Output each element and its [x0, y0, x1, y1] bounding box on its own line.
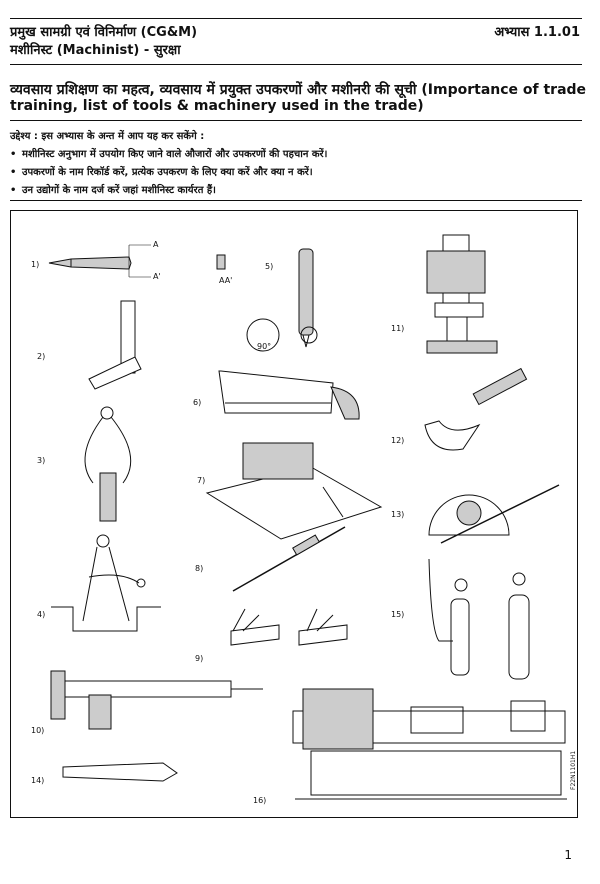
figure-label: 16) [253, 796, 267, 805]
figure-label: 3) [37, 456, 46, 465]
objectives-rule [10, 200, 582, 201]
objective-item: • उपकरणों के नाम रिकॉर्ड करें, प्रत्येक उपकरण के लिए क्या करें और क्या न करें। [10, 167, 313, 178]
tools-figure [10, 210, 578, 818]
divider-icon [51, 535, 161, 631]
figure-label: 13) [391, 510, 405, 519]
page-title-line1: व्यवसाय प्रशिक्षण का महत्व, व्यवसाय में प्रयुक्त उपकरणों और मशीनरी की सूची (Importance of trade [10, 82, 587, 98]
figure-label: 8) [195, 564, 204, 573]
tools-illustration [11, 211, 579, 819]
figure-label: 15) [391, 610, 405, 619]
figure-label: 6) [193, 398, 202, 407]
figure-code: F22N1101H1 [570, 750, 577, 790]
figure-label: 10) [31, 726, 45, 735]
figure-label: 12) [391, 436, 405, 445]
annotation-a-prime: A' [153, 272, 161, 281]
annotation-angle: 90° [257, 342, 272, 351]
file-tool-icon [49, 245, 225, 277]
feeler-gauge-icon [231, 609, 347, 645]
figure-label: 14) [31, 776, 45, 785]
page-title-line2: training, list of tools & machinery used in the trade) [10, 98, 424, 114]
dimension-annotation-a [129, 245, 151, 277]
objective-item: • मशीनिस्ट अनुभाग में उपयोग किए जाने वाले औजारों और उपकरणों की पहचान करें। [10, 149, 328, 160]
figure-label: 1) [31, 260, 40, 269]
header-section-line: मशीनिस्ट (Machinist) - सुरक्षा [10, 43, 181, 58]
figure-label: 5) [265, 262, 274, 271]
try-square-icon [89, 301, 141, 389]
figure-label: 11) [391, 324, 405, 333]
chisel-icon [63, 763, 177, 781]
title-rule [10, 120, 582, 121]
objectives-intro: उद्देश्य : इस अभ्यास के अन्त में आप यह कर सकेंगे : [10, 131, 205, 142]
annotation-a: A [153, 240, 159, 249]
centre-punch-icon [247, 249, 317, 351]
figure-label: 2) [37, 352, 46, 361]
header-top-rule [10, 18, 582, 19]
figure-label: 4) [37, 610, 46, 619]
lathe-icon [293, 689, 567, 799]
header-trade-line: प्रमुख सामग्री एवं विनिर्माण (CG&M) [10, 25, 198, 40]
objective-item: • उन उद्योगों के नाम दर्ज करें जहां मशीनिस्ट कार्यरत हैं। [10, 185, 216, 196]
bench-vice-icon [207, 443, 381, 539]
micrometer-icon [425, 369, 527, 450]
vernier-caliper-icon [51, 671, 263, 729]
figure-label: 9) [195, 654, 204, 663]
figure-label: 7) [197, 476, 206, 485]
exercise-number: अभ्यास 1.1.01 [494, 25, 580, 40]
drill-press-icon [427, 235, 497, 353]
header-bottom-rule [10, 64, 582, 65]
caliper-icon [85, 407, 131, 521]
hacksaw-icon [219, 371, 359, 419]
bevel-protractor-icon [429, 485, 559, 543]
gas-welding-set-icon [429, 559, 529, 679]
page-number: 1 [564, 848, 572, 862]
annotation-aa-prime: AA' [219, 276, 233, 285]
